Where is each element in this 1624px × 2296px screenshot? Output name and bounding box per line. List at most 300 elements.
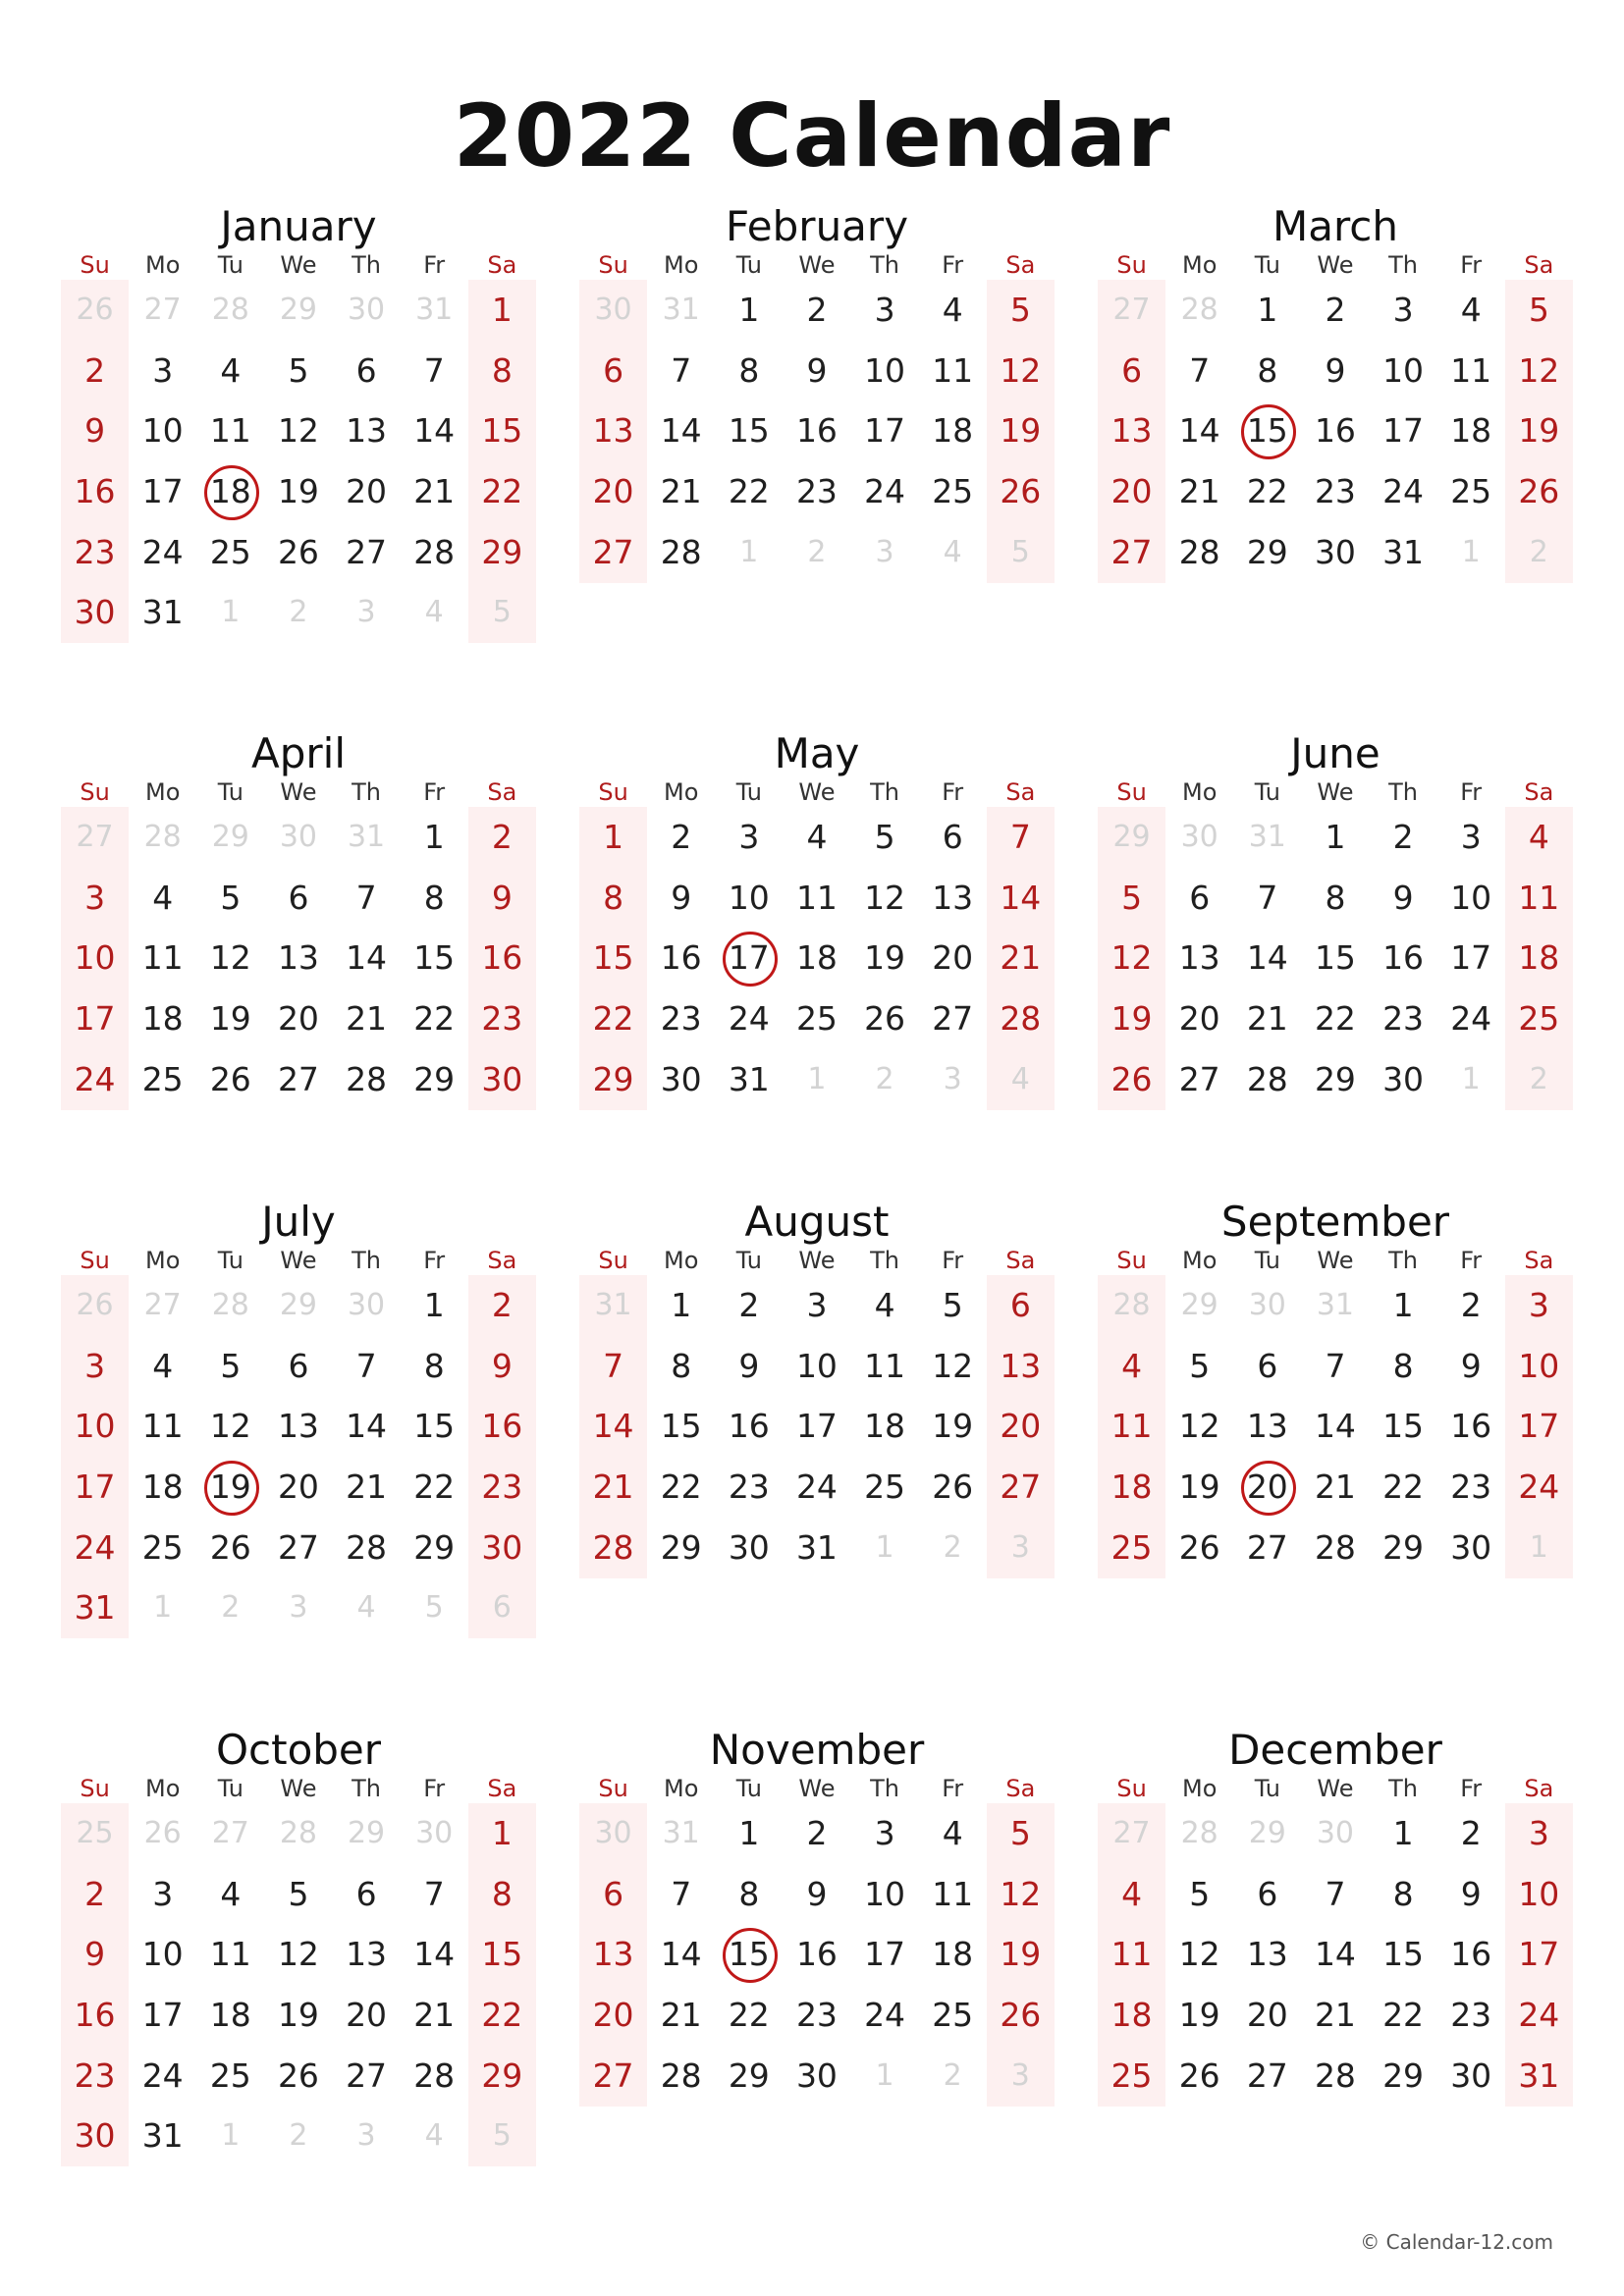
- day-cell: 22: [1246, 472, 1288, 511]
- adjacent-month-day: 30: [347, 293, 386, 327]
- adjacent-month-day: 4: [424, 595, 444, 630]
- adjacent-month-day: 31: [662, 293, 700, 327]
- weekday-label: We: [1317, 778, 1354, 806]
- day-cell: 22: [1314, 999, 1356, 1039]
- day-cell: 30: [728, 1527, 770, 1567]
- day-cell: 12: [1110, 938, 1153, 978]
- day-grid: [1098, 1275, 1573, 1577]
- day-cell: 20: [1000, 1407, 1042, 1446]
- weekday-header: [61, 777, 536, 807]
- day-cell: 10: [141, 411, 184, 451]
- adjacent-month-day: 2: [875, 1061, 894, 1096]
- day-cell: 6: [355, 350, 377, 390]
- day-cell: 25: [141, 1527, 184, 1567]
- adjacent-month-day: 1: [807, 1061, 827, 1096]
- weekday-label: Th: [870, 778, 899, 806]
- weekday-label: Sa: [1524, 778, 1554, 806]
- day-cell: 9: [491, 878, 513, 917]
- day-cell: 14: [413, 411, 456, 451]
- day-cell: 16: [74, 472, 116, 511]
- day-cell: 6: [1257, 1346, 1278, 1385]
- day-cell: 22: [481, 1996, 523, 2035]
- adjacent-month-day: 30: [594, 1816, 632, 1850]
- day-cell: 20: [346, 1996, 388, 2035]
- day-cell: 31: [1518, 2056, 1560, 2095]
- weekday-label: Sa: [487, 251, 517, 279]
- day-cell: 18: [932, 411, 974, 451]
- day-cell: 24: [1518, 1468, 1560, 1507]
- day-cell: 14: [660, 411, 702, 451]
- day-cell: 29: [481, 532, 523, 571]
- adjacent-month-day: 31: [1316, 1288, 1355, 1322]
- day-cell: 4: [152, 1346, 174, 1385]
- day-cell: 9: [491, 1346, 513, 1385]
- day-cell: 13: [932, 878, 974, 917]
- day-cell: 6: [1189, 878, 1211, 917]
- adjacent-month-day: 29: [1248, 1816, 1286, 1850]
- weekday-label: Fr: [1460, 251, 1483, 279]
- day-cell: 13: [592, 1935, 634, 1974]
- day-cell: 24: [1450, 999, 1492, 1039]
- day-cell: 2: [1392, 818, 1414, 856]
- day-cell: 2: [1460, 1286, 1482, 1324]
- day-cell: 22: [413, 999, 456, 1039]
- adjacent-month-day: 29: [347, 1816, 386, 1850]
- page-title: 2022 Calendar: [453, 85, 1171, 187]
- day-cell: 6: [1121, 350, 1143, 390]
- day-cell: 21: [1246, 999, 1288, 1039]
- day-cell: 21: [346, 1468, 388, 1507]
- weekday-label: Su: [80, 1247, 110, 1274]
- weekday-label: Tu: [735, 1247, 762, 1274]
- day-cell: 3: [152, 350, 174, 390]
- adjacent-month-day: 25: [76, 1816, 114, 1850]
- day-cell: 11: [932, 350, 974, 390]
- day-cell: 5: [1528, 291, 1549, 329]
- day-cell: 25: [1518, 999, 1560, 1039]
- day-cell: 8: [1392, 1874, 1414, 1913]
- day-cell: 19: [277, 472, 319, 511]
- day-cell: 11: [141, 938, 184, 978]
- day-cell: 8: [423, 878, 445, 917]
- day-cell: 19: [1000, 1935, 1042, 1974]
- adjacent-month-day: 27: [76, 820, 114, 854]
- day-cell: 28: [1314, 2056, 1356, 2095]
- weekday-label: Mo: [1181, 778, 1218, 806]
- day-cell: 15: [413, 1407, 456, 1446]
- weekday-header: [579, 250, 1055, 280]
- day-cell: 16: [74, 1996, 116, 2035]
- month-january: [61, 202, 536, 664]
- day-cell: 6: [1257, 1874, 1278, 1913]
- day-cell: 2: [491, 818, 513, 856]
- adjacent-month-day: 3: [1010, 2057, 1030, 2093]
- weekday-label: Tu: [735, 1775, 762, 1802]
- day-cell: 17: [1518, 1935, 1560, 1974]
- day-cell: 17: [715, 928, 783, 988]
- day-cell: 10: [864, 350, 906, 390]
- day-cell: 30: [74, 593, 116, 632]
- day-cell: 7: [1325, 1874, 1346, 1913]
- day-cell: 19: [1518, 411, 1560, 451]
- day-cell: 13: [1246, 1935, 1288, 1974]
- day-cell: 30: [1314, 532, 1356, 571]
- day-cell: 4: [806, 818, 828, 856]
- day-cell: 11: [1450, 350, 1492, 390]
- day-cell: 29: [481, 2056, 523, 2095]
- adjacent-month-day: 2: [943, 2057, 962, 2093]
- day-cell: 11: [795, 878, 838, 917]
- day-cell: 10: [1518, 1874, 1560, 1913]
- weekday-label: Sa: [1524, 1775, 1554, 1802]
- day-cell: 10: [1518, 1346, 1560, 1385]
- day-cell: 5: [220, 1346, 242, 1385]
- day-cell: 19: [1178, 1996, 1220, 2035]
- adjacent-month-day: 28: [143, 820, 182, 854]
- adjacent-month-day: 30: [1180, 820, 1218, 854]
- day-cell: 11: [864, 1346, 906, 1385]
- day-cell: 24: [1518, 1996, 1560, 2035]
- day-cell: 26: [1110, 1059, 1153, 1098]
- day-cell: 5: [220, 878, 242, 917]
- day-cell: 7: [1009, 818, 1031, 856]
- weekday-label: Mo: [1181, 1247, 1218, 1274]
- adjacent-month-day: 30: [1316, 1816, 1355, 1850]
- adjacent-month-day: 3: [943, 1061, 962, 1096]
- weekday-label: Sa: [1524, 1247, 1554, 1274]
- day-cell: 26: [209, 1059, 251, 1098]
- weekday-header: [579, 777, 1055, 807]
- day-cell: 1: [738, 291, 760, 329]
- weekday-label: Tu: [1254, 251, 1280, 279]
- day-cell: 2: [738, 1286, 760, 1324]
- weekday-label: Tu: [1254, 1775, 1280, 1802]
- day-cell: 9: [1460, 1346, 1482, 1385]
- day-cell: 18: [795, 938, 838, 978]
- day-cell: 29: [1382, 1527, 1425, 1567]
- adjacent-month-day: 30: [1248, 1288, 1286, 1322]
- weekday-label: Sa: [1005, 251, 1036, 279]
- weekday-label: Fr: [942, 251, 964, 279]
- footer-credit: © Calendar-12.com: [1360, 2230, 1553, 2254]
- day-cell: 5: [1121, 878, 1143, 917]
- adjacent-month-day: 31: [415, 293, 454, 327]
- day-cell: 10: [74, 1407, 116, 1446]
- day-cell: 6: [288, 1346, 309, 1385]
- day-cell: 25: [1450, 472, 1492, 511]
- day-cell: 28: [346, 1527, 388, 1567]
- day-cell: 20: [277, 1468, 319, 1507]
- weekday-label: Mo: [144, 778, 181, 806]
- weekday-label: Su: [598, 251, 628, 279]
- day-cell: 3: [874, 1814, 895, 1852]
- day-cell: 8: [603, 878, 624, 917]
- day-cell: 20: [1246, 1996, 1288, 2035]
- adjacent-month-day: 26: [76, 1288, 114, 1322]
- adjacent-month-day: 1: [1461, 1061, 1481, 1096]
- adjacent-month-day: 4: [356, 1590, 376, 1626]
- weekday-label: Su: [598, 778, 628, 806]
- day-cell: 1: [1392, 1286, 1414, 1324]
- day-cell: 21: [660, 472, 702, 511]
- day-cell: 16: [1314, 411, 1356, 451]
- adjacent-month-day: 5: [492, 2118, 512, 2154]
- day-cell: 5: [1189, 1874, 1211, 1913]
- day-cell: 8: [423, 1346, 445, 1385]
- day-grid: [579, 1803, 1055, 2106]
- adjacent-month-day: 2: [289, 595, 308, 630]
- day-cell: 11: [209, 1935, 251, 1974]
- day-cell: 28: [413, 532, 456, 571]
- day-grid: [1098, 1803, 1573, 2106]
- day-cell: 16: [481, 1407, 523, 1446]
- day-cell: 22: [413, 1468, 456, 1507]
- adjacent-month-day: 2: [1529, 1061, 1548, 1096]
- day-cell: 9: [84, 1935, 106, 1974]
- day-cell: 15: [715, 1924, 783, 1985]
- adjacent-month-day: 1: [153, 1590, 173, 1626]
- day-cell: 24: [141, 2056, 184, 2095]
- day-cell: 15: [592, 938, 634, 978]
- day-cell: 21: [592, 1468, 634, 1507]
- weekday-label: Mo: [1181, 1775, 1218, 1802]
- day-cell: 20: [1233, 1457, 1301, 1518]
- day-cell: 15: [728, 411, 770, 451]
- day-cell: 11: [209, 411, 251, 451]
- adjacent-month-day: 29: [279, 293, 318, 327]
- day-cell: 12: [1178, 1935, 1220, 1974]
- weekday-label: Th: [1388, 1775, 1418, 1802]
- day-cell: 19: [196, 1457, 264, 1518]
- weekday-label: Su: [1116, 1247, 1147, 1274]
- adjacent-month-day: 3: [356, 595, 376, 630]
- adjacent-month-day: 29: [1112, 820, 1151, 854]
- day-cell: 15: [1382, 1407, 1425, 1446]
- adjacent-month-day: 30: [279, 820, 318, 854]
- day-cell: 26: [932, 1468, 974, 1507]
- day-cell: 30: [1450, 2056, 1492, 2095]
- weekday-label: Tu: [735, 251, 762, 279]
- day-cell: 21: [413, 1996, 456, 2035]
- day-cell: 27: [1110, 532, 1153, 571]
- day-cell: 5: [1189, 1346, 1211, 1385]
- day-cell: 9: [806, 1874, 828, 1913]
- day-cell: 6: [288, 878, 309, 917]
- day-grid: [61, 1803, 536, 2166]
- day-cell: 2: [491, 1286, 513, 1324]
- day-cell: 23: [1314, 472, 1356, 511]
- day-cell: 25: [932, 472, 974, 511]
- day-cell: 16: [481, 938, 523, 978]
- day-cell: 22: [592, 999, 634, 1039]
- day-cell: 9: [1392, 878, 1414, 917]
- day-cell: 11: [932, 1874, 974, 1913]
- day-cell: 4: [1121, 1874, 1143, 1913]
- weekday-label: Fr: [423, 1247, 446, 1274]
- weekday-label: Th: [1388, 778, 1418, 806]
- weekday-label: Mo: [144, 1247, 181, 1274]
- weekday-label: Tu: [217, 1247, 244, 1274]
- day-cell: 29: [1382, 2056, 1425, 2095]
- day-cell: 28: [413, 2056, 456, 2095]
- day-cell: 28: [660, 2056, 702, 2095]
- adjacent-month-day: 27: [211, 1816, 249, 1850]
- day-cell: 28: [1314, 1527, 1356, 1567]
- month-name: September: [1220, 1198, 1450, 1246]
- day-cell: 5: [942, 1286, 963, 1324]
- weekday-label: We: [798, 778, 836, 806]
- month-may: [579, 729, 1055, 1191]
- day-cell: 4: [942, 1814, 963, 1852]
- weekday-label: Sa: [487, 1775, 517, 1802]
- day-cell: 10: [864, 1874, 906, 1913]
- weekday-label: We: [1317, 1775, 1354, 1802]
- day-cell: 16: [795, 411, 838, 451]
- adjacent-month-day: 4: [943, 534, 962, 569]
- month-april: [61, 729, 536, 1191]
- day-cell: 8: [1257, 350, 1278, 390]
- adjacent-month-day: 4: [424, 2118, 444, 2154]
- day-cell: 24: [795, 1468, 838, 1507]
- day-cell: 1: [1257, 291, 1278, 329]
- day-cell: 21: [346, 999, 388, 1039]
- day-cell: 31: [728, 1059, 770, 1098]
- day-cell: 23: [1382, 999, 1425, 1039]
- day-cell: 19: [209, 999, 251, 1039]
- day-cell: 7: [1325, 1346, 1346, 1385]
- day-cell: 17: [1450, 938, 1492, 978]
- weekday-label: Mo: [663, 1775, 699, 1802]
- adjacent-month-day: 26: [76, 293, 114, 327]
- weekday-label: Sa: [1005, 778, 1036, 806]
- day-cell: 17: [141, 1996, 184, 2035]
- day-cell: 27: [277, 1059, 319, 1098]
- day-cell: 13: [277, 1407, 319, 1446]
- day-cell: 23: [74, 2056, 116, 2095]
- day-cell: 4: [1460, 291, 1482, 329]
- day-cell: 25: [795, 999, 838, 1039]
- day-cell: 27: [1246, 1527, 1288, 1567]
- day-cell: 25: [1110, 2056, 1153, 2095]
- day-cell: 24: [864, 1996, 906, 2035]
- day-cell: 25: [141, 1059, 184, 1098]
- day-cell: 9: [738, 1346, 760, 1385]
- day-cell: 1: [671, 1286, 692, 1324]
- day-cell: 17: [1382, 411, 1425, 451]
- adjacent-month-day: 3: [356, 2118, 376, 2154]
- day-cell: 14: [1314, 1935, 1356, 1974]
- day-cell: 25: [209, 532, 251, 571]
- day-cell: 14: [1246, 938, 1288, 978]
- adjacent-month-day: 1: [1461, 534, 1481, 569]
- day-cell: 12: [209, 1407, 251, 1446]
- day-cell: 22: [1382, 1996, 1425, 2035]
- day-cell: 21: [660, 1996, 702, 2035]
- adjacent-month-day: 3: [1010, 1529, 1030, 1565]
- weekday-label: We: [798, 1247, 836, 1274]
- day-cell: 20: [932, 938, 974, 978]
- month-name: February: [725, 202, 909, 250]
- day-cell: 12: [1518, 350, 1560, 390]
- day-cell: 9: [84, 411, 106, 451]
- day-cell: 13: [346, 1935, 388, 1974]
- day-cell: 27: [346, 2056, 388, 2095]
- day-cell: 17: [864, 411, 906, 451]
- day-cell: 30: [481, 1059, 523, 1098]
- weekday-label: We: [280, 1775, 317, 1802]
- adjacent-month-day: 30: [594, 293, 632, 327]
- day-cell: 27: [592, 532, 634, 571]
- day-cell: 10: [728, 878, 770, 917]
- month-december: [1098, 1726, 1573, 2187]
- weekday-header: [1098, 250, 1573, 280]
- adjacent-month-day: 26: [143, 1816, 182, 1850]
- day-cell: 16: [795, 1935, 838, 1974]
- month-february: [579, 202, 1055, 664]
- day-cell: 27: [592, 2056, 634, 2095]
- day-cell: 24: [141, 532, 184, 571]
- weekday-header: [1098, 1246, 1573, 1275]
- adjacent-month-day: 28: [279, 1816, 318, 1850]
- day-cell: 7: [423, 350, 445, 390]
- day-cell: 7: [1189, 350, 1211, 390]
- day-cell: 1: [491, 1814, 513, 1852]
- adjacent-month-day: 27: [1112, 293, 1151, 327]
- day-cell: 2: [806, 291, 828, 329]
- day-cell: 17: [864, 1935, 906, 1974]
- day-cell: 5: [288, 350, 309, 390]
- adjacent-month-day: 28: [1180, 1816, 1218, 1850]
- adjacent-month-day: 28: [211, 293, 249, 327]
- day-cell: 7: [355, 1346, 377, 1385]
- day-cell: 8: [738, 1874, 760, 1913]
- month-name: April: [251, 729, 346, 777]
- day-cell: 8: [491, 1874, 513, 1913]
- day-cell: 29: [660, 1527, 702, 1567]
- day-cell: 8: [738, 350, 760, 390]
- day-cell: 27: [932, 999, 974, 1039]
- day-cell: 31: [74, 1588, 116, 1628]
- day-cell: 12: [277, 411, 319, 451]
- weekday-label: We: [1317, 1247, 1354, 1274]
- day-cell: 7: [355, 878, 377, 917]
- day-cell: 1: [603, 818, 624, 856]
- day-cell: 16: [728, 1407, 770, 1446]
- adjacent-month-day: 1: [875, 1529, 894, 1565]
- day-cell: 13: [592, 411, 634, 451]
- month-july: [61, 1198, 536, 1659]
- weekday-label: Fr: [1460, 1775, 1483, 1802]
- day-cell: 18: [141, 1468, 184, 1507]
- day-cell: 3: [806, 1286, 828, 1324]
- day-cell: 8: [1325, 878, 1346, 917]
- adjacent-month-day: 2: [943, 1529, 962, 1565]
- day-cell: 6: [603, 350, 624, 390]
- day-cell: 14: [592, 1407, 634, 1446]
- day-grid: [61, 1275, 536, 1638]
- day-cell: 30: [795, 2056, 838, 2095]
- weekday-label: Su: [598, 1247, 628, 1274]
- weekday-label: We: [798, 251, 836, 279]
- day-cell: 24: [74, 1527, 116, 1567]
- day-cell: 17: [1518, 1407, 1560, 1446]
- weekday-header: [579, 1774, 1055, 1803]
- day-cell: 20: [592, 472, 634, 511]
- day-cell: 3: [84, 878, 106, 917]
- day-cell: 6: [603, 1874, 624, 1913]
- day-grid: [579, 280, 1055, 582]
- day-cell: 15: [1314, 938, 1356, 978]
